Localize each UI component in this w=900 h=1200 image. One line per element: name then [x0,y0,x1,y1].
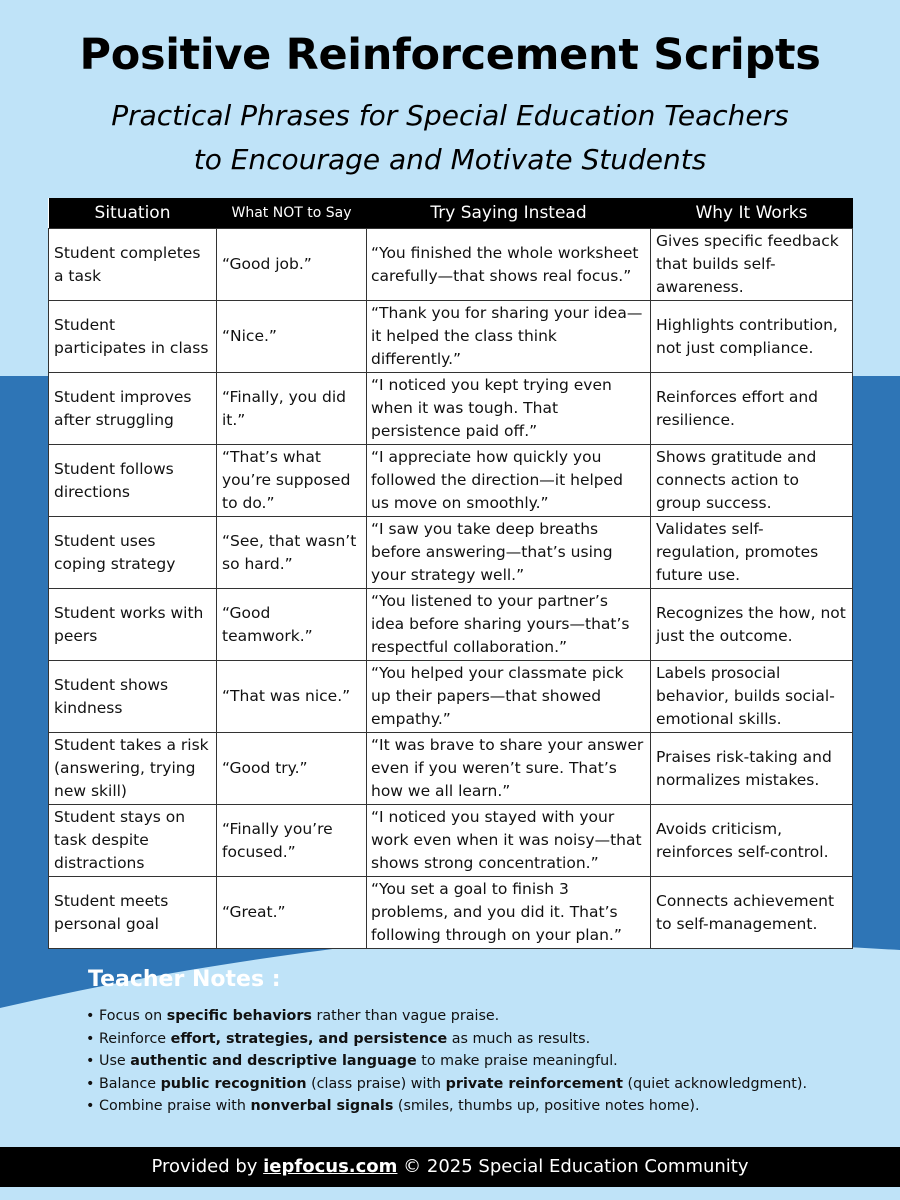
column-header-try-saying-instead: Try Saying Instead [367,198,651,229]
note-text: (smiles, thumbs up, positive notes home). [393,1098,700,1114]
why-it-works-cell: Avoids criticism, reinforces self-control. [651,805,853,877]
note-text: Combine praise with [98,1098,251,1114]
what-not-to-say-cell: “See, that wasn’t so hard.” [217,517,367,589]
why-it-works-cell: Reinforces effort and resilience. [651,373,853,445]
footer-prefix: Provided by [151,1156,264,1177]
why-it-works-cell: Shows gratitude and connects action to group success. [651,445,853,517]
note-text: to make praise meaningful. [416,1053,618,1069]
situation-cell: Student stays on task despite distractions [49,805,217,877]
subtitle-line-1: Practical Phrases for Special Education Teachers [111,99,789,132]
try-saying-cell: “You set a goal to finish 3 problems, and you did it. That’s following through on your plan.” [367,877,651,949]
try-saying-cell: “You helped your classmate pick up their papers—that showed empathy.” [367,661,651,733]
try-saying-cell: “You listened to your partner’s idea before sharing yours—that’s respectful collaboration.” [367,589,651,661]
note-emphasis: effort, strategies, and persistence [170,1030,448,1047]
table-header-row [49,198,853,229]
table-row [49,229,853,301]
note-emphasis: authentic and descriptive language [130,1053,417,1069]
page-title: Positive Reinforcement Scripts [79,30,821,80]
note-text: Reinforce [98,1030,171,1047]
try-saying-cell: “I noticed you stayed with your work even when it was noisy—that shows strong concentration.” [367,805,651,877]
note-text: rather than vague praise. [311,1008,500,1024]
situation-cell: Student completes a task [49,229,217,301]
column-header-situation: Situation [49,198,217,229]
subtitle-line-2: to Encourage and Motivate Students [193,143,707,176]
table-row [49,445,853,517]
try-saying-cell: “It was brave to share your answer even if you weren’t sure. That’s how we all learn.” [367,733,651,805]
try-saying-cell: “I saw you take deep breaths before answering—that’s using your strategy well.” [367,517,651,589]
what-not-to-say-cell: “That was nice.” [217,661,367,733]
note-text: as much as results. [447,1030,591,1047]
why-it-works-cell: Praises risk-taking and normalizes mistakes. [651,733,853,805]
column-header-why-it-works: Why It Works [651,198,853,229]
what-not-to-say-cell: “Finally you’re focused.” [217,805,367,877]
situation-cell: Student improves after struggling [49,373,217,445]
try-saying-cell: “I appreciate how quickly you followed the direction—it helped us move on smoothly.” [367,445,651,517]
note-text: Use [98,1053,131,1069]
table-row [49,517,853,589]
note-text: Focus on [98,1008,167,1024]
what-not-to-say-cell: “Great.” [217,877,367,949]
footer-link[interactable]: iepfocus.com [263,1156,398,1177]
note-item [86,1050,876,1073]
what-not-to-say-cell: “Good try.” [217,733,367,805]
note-item [86,1005,876,1028]
situation-cell: Student participates in class [49,301,217,373]
table-row [49,805,853,877]
what-not-to-say-cell: “Nice.” [217,301,367,373]
what-not-to-say-cell: “Good teamwork.” [217,589,367,661]
note-emphasis: public recognition [160,1075,307,1092]
situation-cell: Student shows kindness [49,661,217,733]
footer-suffix: © 2025 Special Education Community [397,1156,749,1177]
what-not-to-say-cell: “Good job.” [217,229,367,301]
why-it-works-cell: Highlights contribution, not just compliance. [651,301,853,373]
table-row [49,877,853,949]
situation-cell: Student uses coping strategy [49,517,217,589]
teacher-notes-list [86,1005,876,1118]
try-saying-cell: “You finished the whole worksheet carefully—that shows real focus.” [367,229,651,301]
note-text: (class praise) with [306,1075,446,1092]
page-subtitle [0,94,900,182]
note-item [86,1028,876,1051]
situation-cell: Student follows directions [49,445,217,517]
note-item [86,1073,876,1096]
note-emphasis: specific behaviors [166,1008,312,1024]
table-row [49,301,853,373]
situation-cell: Student takes a risk (answering, trying new skill) [49,733,217,805]
why-it-works-cell: Gives specific feedback that builds self-awareness. [651,229,853,301]
what-not-to-say-cell: “Finally, you did it.” [217,373,367,445]
why-it-works-cell: Recognizes the how, not just the outcome. [651,589,853,661]
table-row [49,373,853,445]
try-saying-cell: “I noticed you kept trying even when it was tough. That persistence paid off.” [367,373,651,445]
table-row [49,589,853,661]
why-it-works-cell: Connects achievement to self-management. [651,877,853,949]
note-text: Balance [98,1075,161,1092]
note-emphasis: nonverbal signals [250,1098,394,1114]
why-it-works-cell: Labels prosocial behavior, builds social-emotional skills. [651,661,853,733]
table-row [49,661,853,733]
scripts-table [48,198,853,949]
table-body [49,229,853,949]
why-it-works-cell: Validates self-regulation, promotes future use. [651,517,853,589]
footer-bar [0,1147,900,1187]
what-not-to-say-cell: “That’s what you’re supposed to do.” [217,445,367,517]
column-header-what-not-to-say: What NOT to Say [217,198,367,229]
teacher-notes-title: Teacher Notes : [88,967,281,992]
try-saying-cell: “Thank you for sharing your idea—it helped the class think differently.” [367,301,651,373]
situation-cell: Student meets personal goal [49,877,217,949]
situation-cell: Student works with peers [49,589,217,661]
note-emphasis: private reinforcement [445,1075,624,1092]
note-item [86,1095,876,1118]
note-text: (quiet acknowledgment). [623,1075,808,1092]
table-row [49,733,853,805]
